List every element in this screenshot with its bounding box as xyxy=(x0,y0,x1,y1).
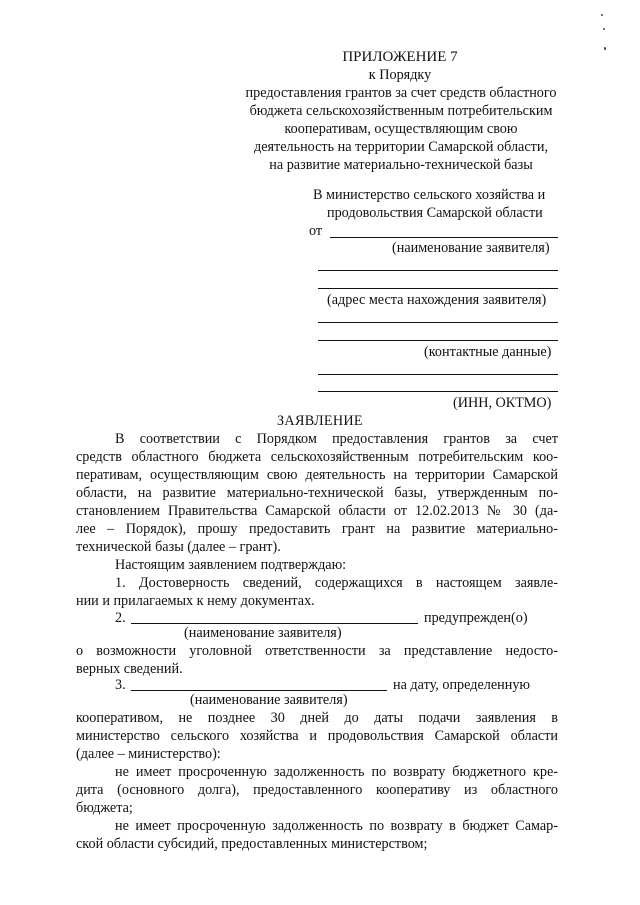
item3-tail: на дату, определенную xyxy=(393,677,531,693)
address-blank-1[interactable] xyxy=(318,288,558,289)
item2-line: о возможности уголовной ответственности за представление недосто- xyxy=(76,643,558,659)
addressee-line: В министерство сельского хозяйства и xyxy=(313,187,546,203)
addressee-line: продовольствия Самарской области xyxy=(327,205,543,221)
contacts-blank-1[interactable] xyxy=(318,340,558,341)
item3-number: 3. xyxy=(115,677,126,693)
item1-line: нии и прилагаемых к нему документах. xyxy=(76,593,315,609)
appendix-title: ПРИЛОЖЕНИЕ 7 xyxy=(342,49,458,65)
appendix-line: деятельность на территории Самарской области, xyxy=(254,139,548,155)
item2-line: верных сведений. xyxy=(76,661,183,677)
item1-line: 1. Достоверность сведений, содержащихся в настоящем заявле- xyxy=(115,575,558,591)
applicant-name-blank[interactable] xyxy=(330,237,558,238)
from-label: от xyxy=(309,223,323,239)
item3-line: министерство сельского хозяйства и продовольствия Самарской области xyxy=(76,728,558,744)
item3-applicant-blank[interactable] xyxy=(131,690,387,691)
item3-hint: (наименование заявителя) xyxy=(190,692,348,708)
address-blank-2[interactable] xyxy=(318,322,558,323)
inn-hint: (ИНН, ОКТМО) xyxy=(453,395,552,411)
inn-blank-1[interactable] xyxy=(318,374,558,375)
debt1-line: дита (основного долга), предоставленного кооперативу из областного xyxy=(76,782,558,798)
appendix-line: бюджета сельскохозяйственным потребительским xyxy=(249,103,553,119)
intro-line: перативам, осуществляющим свою деятельность на территории Самарской xyxy=(76,467,558,483)
intro-line: В соответствии с Порядком предоставления грантов за счет xyxy=(115,431,558,447)
statement-heading: ЗАЯВЛЕНИЕ xyxy=(277,413,363,429)
applicant-name-blank-2[interactable] xyxy=(318,270,558,271)
debt1-line: бюджета; xyxy=(76,800,133,816)
item2-applicant-blank[interactable] xyxy=(131,623,418,624)
item2-tail: предупрежден(о) xyxy=(424,610,528,626)
appendix-line: кооперативам, осуществляющим свою xyxy=(284,121,518,137)
appendix-line: предоставления грантов за счет средств областного xyxy=(245,85,557,101)
intro-line: средств областного бюджета сельскохозяйственным потребительским коо- xyxy=(76,449,558,465)
item2-hint: (наименование заявителя) xyxy=(184,625,342,641)
item3-line: кооперативом, не позднее 30 дней до даты подачи заявления в xyxy=(76,710,558,726)
intro-line: технической базы (далее – грант). xyxy=(76,539,281,555)
intro-line: становлением Правительства Самарской области от 12.02.2013 № 30 (да- xyxy=(76,503,558,519)
item2-number: 2. xyxy=(115,610,126,626)
intro-line: области, на развитие материально-технической базы, утвержденным по- xyxy=(76,485,558,501)
appendix-line: на развитие материально-технической базы xyxy=(269,157,533,173)
confirm-line: Настоящим заявлением подтверждаю: xyxy=(115,557,347,573)
debt2-line: ской области субсидий, предоставленных министерством; xyxy=(76,836,428,852)
address-hint: (адрес места нахождения заявителя) xyxy=(327,292,547,308)
debt1-line: не имеет просроченную задолженность по возврату бюджетного кре- xyxy=(115,764,558,780)
debt2-line: не имеет просроченную задолженность по возврату в бюджет Самар- xyxy=(115,818,558,834)
inn-blank-2[interactable] xyxy=(318,391,558,392)
applicant-name-hint: (наименование заявителя) xyxy=(392,240,550,256)
intro-line: лее – Порядок), прошу предоставить грант на развитие материально- xyxy=(76,521,558,537)
item3-line: (далее – министерство): xyxy=(76,746,221,762)
contacts-hint: (контактные данные) xyxy=(424,344,552,360)
appendix-subtitle: к Порядку xyxy=(368,67,432,83)
